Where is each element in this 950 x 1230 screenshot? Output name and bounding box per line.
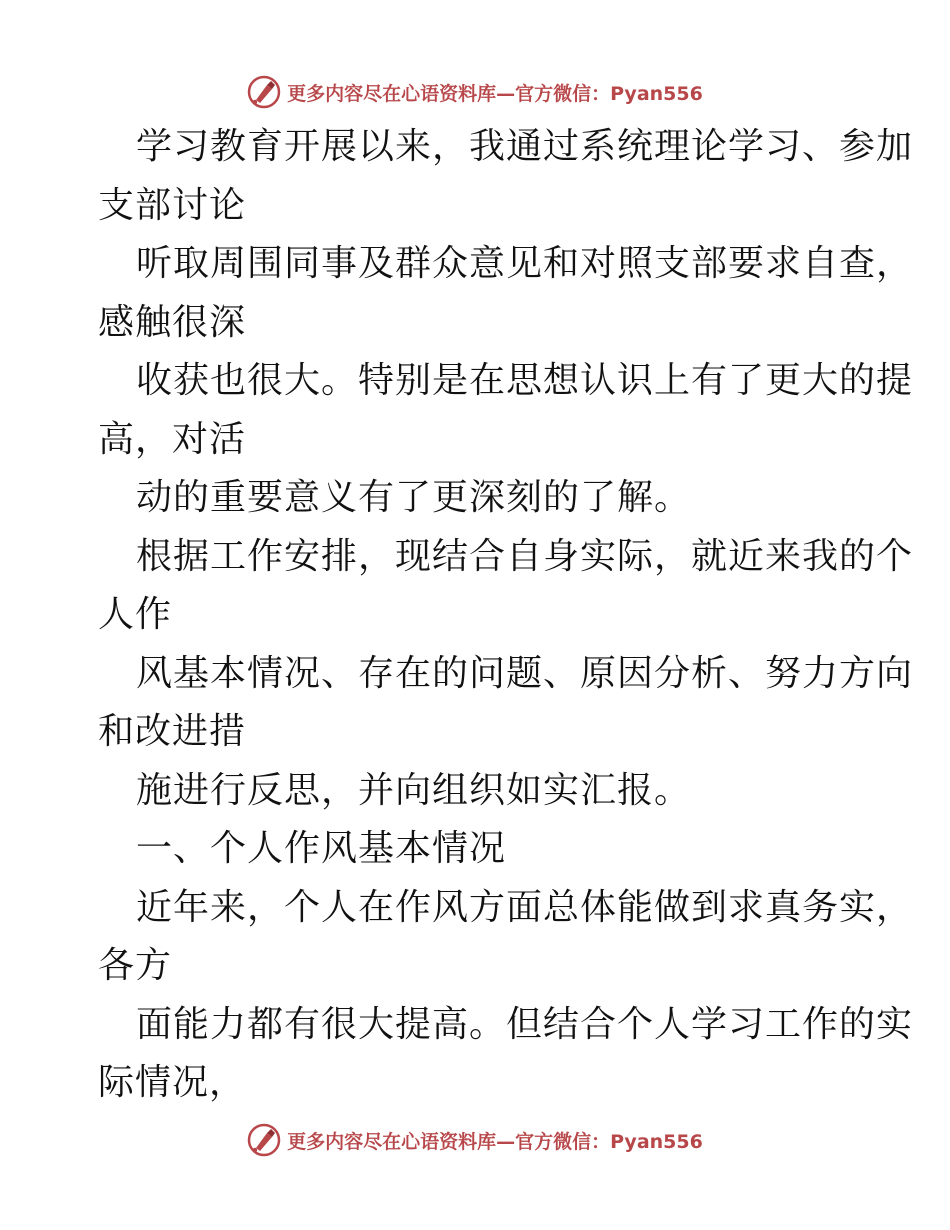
text-line: 风基本情况、存在的问题、原因分析、努力方向 — [136, 652, 914, 694]
document-body — [98, 118, 914, 1113]
pen-nib-logo-icon — [247, 1123, 281, 1157]
pen-nib-logo-icon — [247, 75, 281, 109]
text-line: 一、个人作风基本情况 — [136, 828, 507, 869]
text-line: 支部讨论 — [98, 184, 247, 226]
text-line: 根据工作安排，现结合自身实际，就近来我的个 — [136, 535, 914, 577]
text-line: 学习教育开展以来，我通过系统理论学习、参加 — [136, 126, 914, 167]
text-line: 听取周围同事及群众意见和对照支部要求自查， — [136, 243, 914, 284]
text-line: 感触很深 — [98, 301, 247, 343]
text-line: 动的重要意义有了更深刻的了解。 — [136, 477, 692, 518]
text-line: 际情况， — [98, 1062, 247, 1103]
text-line: 收获也很大。特别是在思想认识上有了更大的提 — [136, 360, 914, 401]
text-line: 高，对活 — [98, 418, 247, 460]
text-line: 人作 — [98, 594, 173, 635]
footer-banner — [0, 1120, 950, 1160]
text-line: 面能力都有很大提高。但结合个人学习工作的实 — [136, 1003, 914, 1045]
header-banner — [0, 72, 950, 112]
text-line: 施进行反思，并向组织如实汇报。 — [136, 769, 692, 811]
footer-banner-text: 更多内容尽在心语资料库—官方微信：Pyan556 — [287, 1130, 703, 1153]
header-banner-text: 更多内容尽在心语资料库—官方微信：Pyan556 — [287, 82, 703, 105]
text-line: 近年来，个人在作风方面总体能做到求真务实， — [136, 886, 914, 928]
text-line: 各方 — [98, 945, 173, 986]
text-line: 和改进措 — [98, 711, 247, 752]
